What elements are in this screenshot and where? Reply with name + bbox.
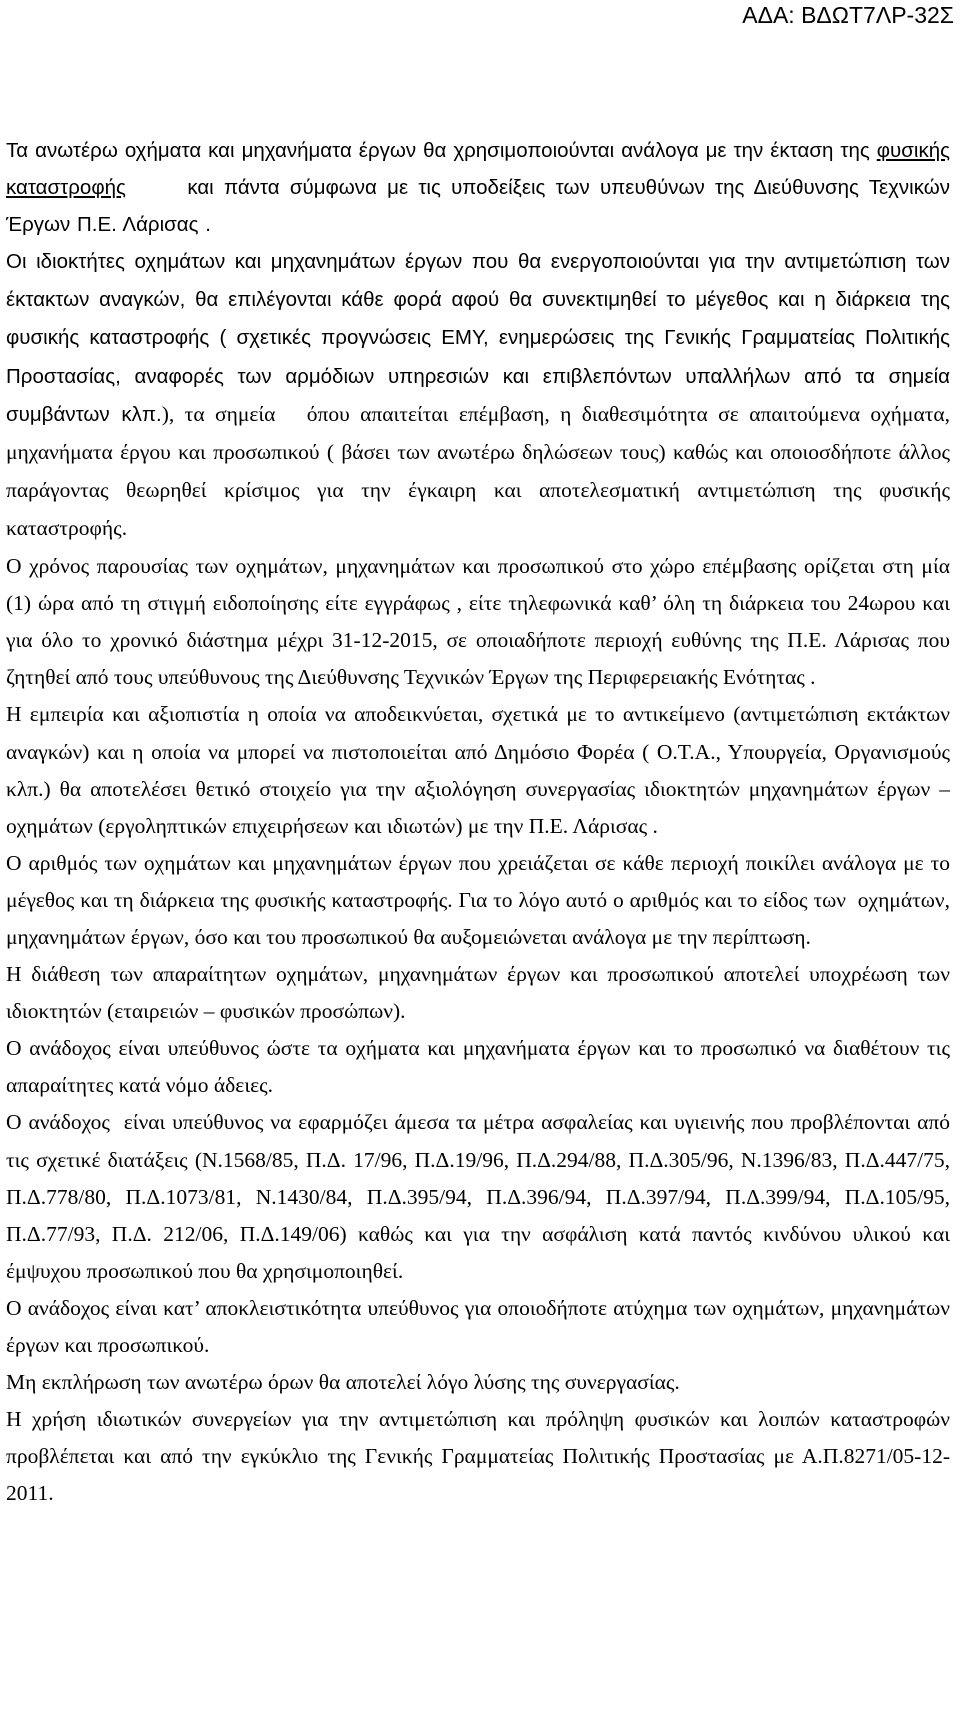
paragraph-presence-time: Ο χρόνος παρουσίας των οχημάτων, μηχανημάτων και προσωπικού στο χώρο επέμβασης ορίζεται στη μία (1) ώρα από τη στιγμή ειδοποίησης είτε εγγράφως , είτε τηλεφωνικά καθ’ όλη τη διάρκεια του 24ωρου και για όλο το χρονικό διάστημα μέχρι 31-12-2015, σε οποιαδήποτε περιοχή ευθύνης της Π.Ε. Λάρισας που ζητηθεί από τους υπεύθυνους της Διεύθυνσης Τεχνικών Έργων της Περιφερειακής Ενότητας . xyxy=(6,554,950,690)
paragraph-licenses: Ο ανάδοχος είναι υπεύθυνος ώστε τα οχήματα και μηχανήματα έργων και το προσωπικό να διαθέτουν τις απαραίτητες κατά νόμο άδειες. xyxy=(6,1036,950,1098)
paragraph-vehicles-usage xyxy=(6,132,950,243)
paragraph-text: και πάντα σύμφωνα με τις υποδείξεις των υπευθύνων της Διεύθυνσης Τεχνικών Έργων Π.Ε. Λάρισας . xyxy=(6,176,950,237)
underlined-term: φυσικής καταστροφής xyxy=(6,139,950,200)
paragraph-availability: Η διάθεση των απαραίτητων οχημάτων, μηχανημάτων έργων και προσωπικού αποτελεί υποχρέωση των ιδιοκτητών (εταιρειών – φυσικών προσώπων). xyxy=(6,962,950,1024)
paragraph-circular: Η χρήση ιδιωτικών συνεργείων για την αντιμετώπιση και πρόληψη φυσικών και λοιπών καταστροφών προβλέπεται και από την εγκύκλιο της Γενικής Γραμματείας Πολιτικής Προστασίας με Α.Π.8271/05-12-2011. xyxy=(6,1407,950,1506)
paragraph-text: Τα ανωτέρω οχήματα και μηχανήματα έργων θα χρησιμοποιούνται ανάλογα με την έκταση της xyxy=(6,139,877,162)
paragraph-owner-selection xyxy=(6,243,950,548)
paragraph-text: Οι ιδιοκτήτες οχημάτων και μηχανημάτων έργων που θα ενεργοποιούνται για την αντιμετώπιση των έκτακτων αναγκών, θα επιλέγονται κάθε φορά αφού θα συνεκτιμηθεί το μέγεθος και η διάρκεια της φυσικής καταστροφής ( σχετικές προγνώσεις ΕΜΥ, ενημερώσεις της Γενικής Γραμματείας Πολιτικής Προστασίας, αναφορές των αρμόδιων υπηρεσιών και επιβλεπόντων υπαλλήλων από τα σημεία συμβάντων κλπ. xyxy=(6,250,950,426)
paragraph-termination: Μη εκπλήρωση των ανωτέρω όρων θα αποτελεί λόγο λύσης της συνεργασίας. xyxy=(6,1370,680,1395)
paragraph-liability: Ο ανάδοχος είναι κατ’ αποκλειστικότητα υπεύθυνος για οποιοδήποτε ατύχημα των οχημάτων, μηχανημάτων έργων και προσωπικού. xyxy=(6,1295,950,1357)
document-body xyxy=(6,132,950,1512)
paragraph-vehicle-count: Ο αριθμός των οχημάτων και μηχανημάτων έργων που χρειάζεται σε κάθε περιοχή ποικίλει ανάλογα με το μέγεθος και τη διάρκεια της φυσικής καταστροφής. Για το λόγο αυτό ο αριθμός και το είδος των οχημάτων, μηχανημάτων έργων, όσο και του προσωπικού θα αυξομειώνεται ανάλογα με την περίπτωση. xyxy=(6,850,950,949)
paragraph-safety-measures: Ο ανάδοχος είναι υπεύθυνος να εφαρμόζει άμεσα τα μέτρα ασφαλείας και υγιεινής που προβλέπονται από τις σχετικέ διατάξεις (Ν.1568/85, Π.Δ. 17/96, Π.Δ.19/96, Π.Δ.294/88, Π.Δ.305/96, Ν.1396/83, Π.Δ.447/75, Π.Δ.778/80, Π.Δ.1073/81, Ν.1430/84, Π.Δ.395/94, Π.Δ.396/94, Π.Δ.397/94, Π.Δ.399/94, Π.Δ.105/95, Π.Δ.77/93, Π.Δ. 212/06, Π.Δ.149/06) καθώς και για την ασφάλιση κατά παντός κινδύνου υλικού και έμψυχου προσωπικού που θα χρησιμοποιηθεί. xyxy=(6,1110,950,1283)
paragraph-text: ), τα σημεία όπου απαιτείται επέμβαση, η διαθεσιμότητα σε απαιτούμενα οχήματα, μηχανήματα έργου και προσωπικού ( βάσει των ανωτέρω δηλώσεων τους) καθώς και οποιοσδήποτε άλλος παράγοντας θεωρηθεί κρίσιμος για την έγκαιρη και αποτελεσματική αντιμετώπιση της φυσικής καταστροφής. xyxy=(6,401,950,540)
ada-code: ΑΔΑ: ΒΔΩΤ7ΛΡ-32Σ xyxy=(742,2,954,28)
paragraph-experience: Η εμπειρία και αξιοπιστία η οποία να αποδεικνύεται, σχετικά με το αντικείμενο (αντιμετώπιση εκτάκτων αναγκών) και η οποία να μπορεί να πιστοποιείται από Δημόσιο Φορέα ( Ο.Τ.Α., Υπουργεία, Οργανισμούς κλπ.) θα αποτελέσει θετικό στοιχείο για την αξιολόγηση συνεργασίας ιδιοκτητών μηχανημάτων έργων – οχημάτων (εργοληπτικών επιχειρήσεων και ιδιωτών) με την Π.Ε. Λάρισας . xyxy=(6,702,950,838)
